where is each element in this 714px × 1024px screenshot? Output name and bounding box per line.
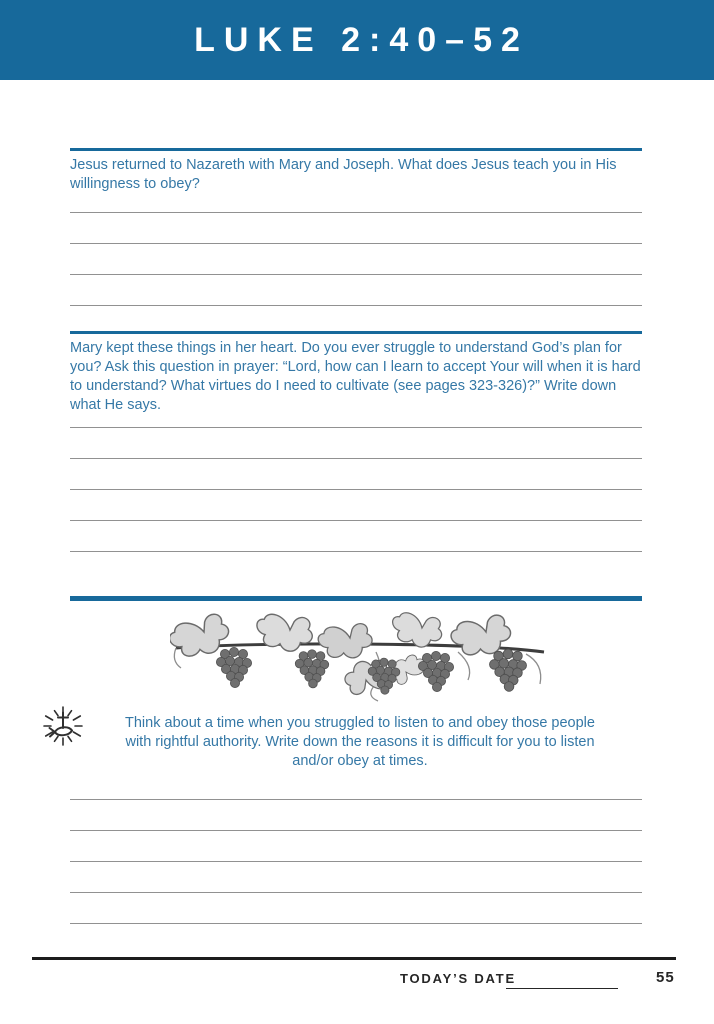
writing-lines-group — [70, 182, 642, 306]
writing-line — [70, 459, 642, 490]
writing-lines-group — [70, 769, 642, 924]
question-rule — [70, 331, 642, 334]
section-divider-rule — [70, 596, 642, 601]
writing-line — [70, 521, 642, 552]
writing-line — [70, 800, 642, 831]
todays-date-label: TODAY’S DATE — [400, 971, 516, 986]
question-text: Mary kept these things in her heart. Do you ever struggle to understand God’s plan for you? Ask this question in prayer: “Lord, how can I learn to accept Your will when it is hard to understand? What virtues do I need to cultivate (see pages 323-326)?” Write down what He says. — [70, 340, 641, 413]
header-banner — [0, 0, 714, 80]
question-rule — [70, 148, 642, 151]
footer-rule — [32, 957, 676, 960]
page-title: LUKE 2:40–52 — [194, 20, 529, 59]
writing-line — [70, 831, 642, 862]
date-fill-line — [506, 988, 618, 989]
writing-line — [70, 213, 642, 244]
writing-line — [70, 769, 642, 800]
writing-line — [70, 490, 642, 521]
question-text: Jesus returned to Nazareth with Mary and Joseph. What does Jesus teach you in His willingness to obey? — [70, 157, 617, 192]
writing-lines-group — [70, 397, 642, 552]
page-number: 55 — [656, 969, 675, 986]
writing-line — [70, 397, 642, 428]
writing-line — [70, 893, 642, 924]
writing-line — [70, 862, 642, 893]
writing-line — [70, 244, 642, 275]
grapevine-divider-icon — [170, 612, 550, 704]
writing-line — [70, 275, 642, 306]
radiant-fish-cross-icon — [37, 699, 89, 757]
writing-line — [70, 182, 642, 213]
reflection-prompt: Think about a time when you struggled to listen to and obey those people with rightful authority. Write down the reasons it is difficult for you to listen and/or obey at times. — [125, 715, 595, 769]
writing-line — [70, 428, 642, 459]
